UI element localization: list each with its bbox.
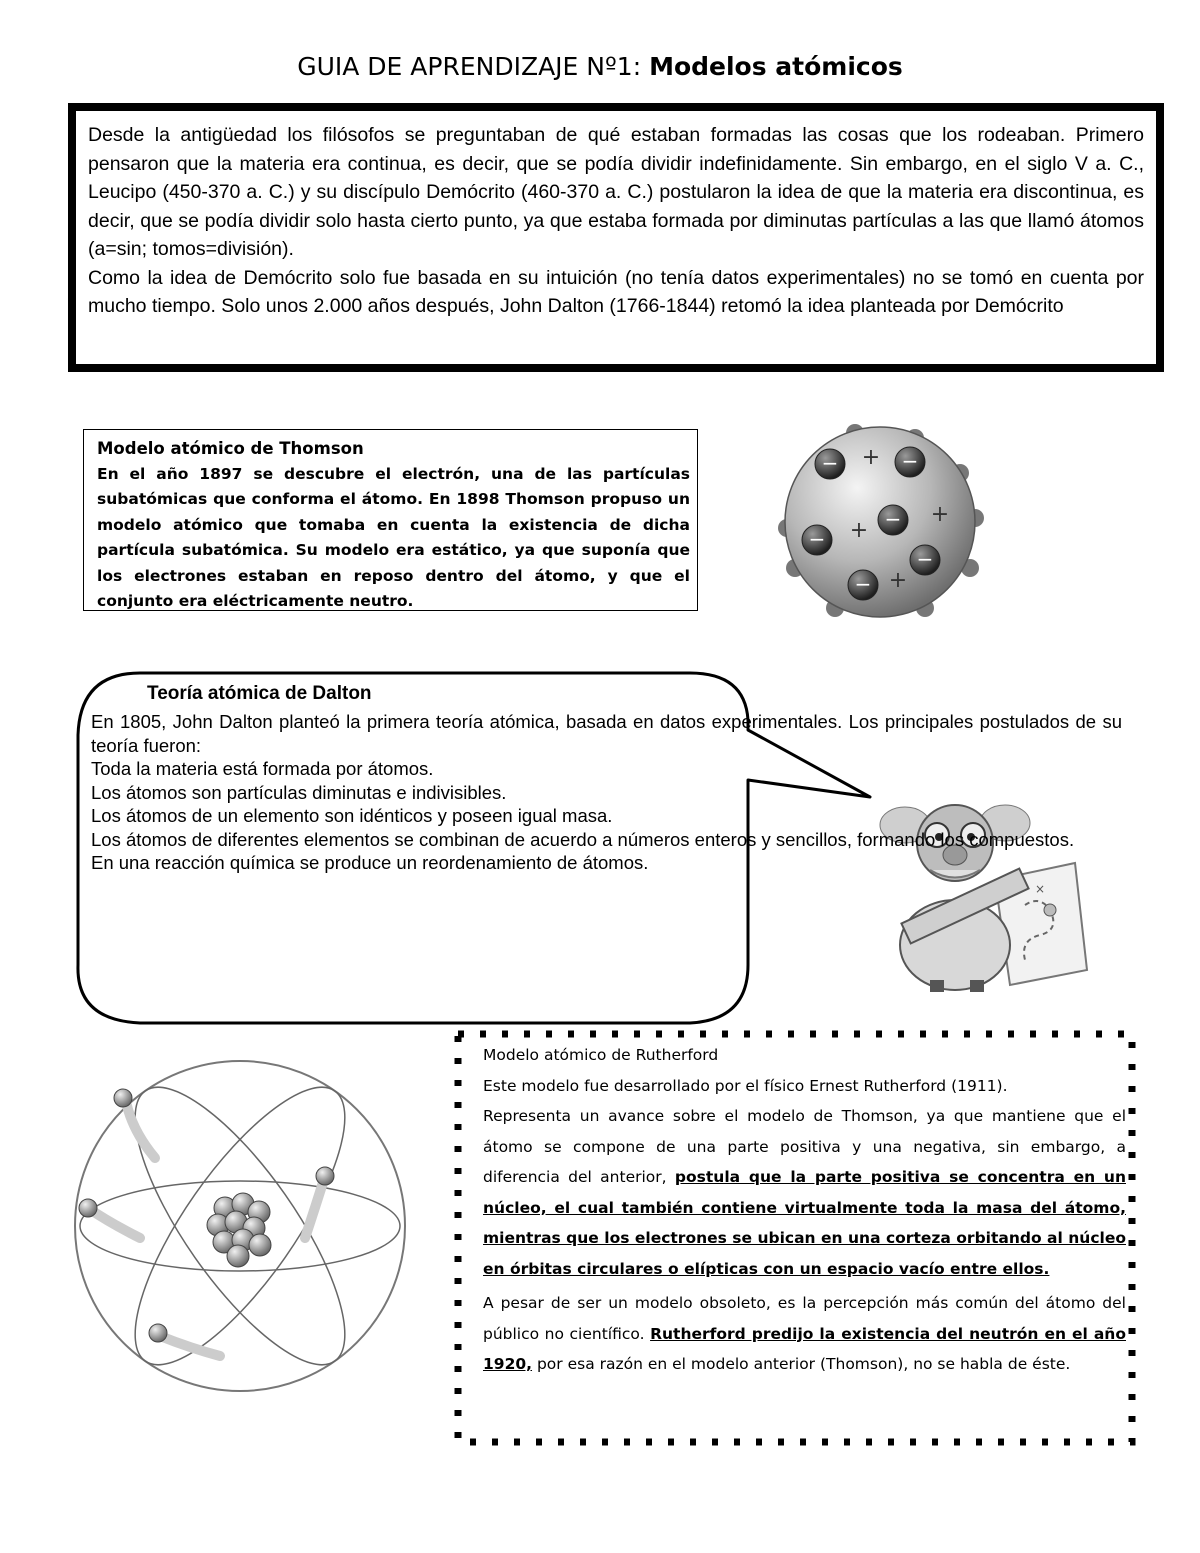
svg-text:−: − bbox=[916, 547, 934, 571]
plus-sign: + bbox=[849, 518, 869, 543]
title-prefix: GUIA DE APRENDIZAJE Nº1: bbox=[297, 52, 650, 81]
nucleus bbox=[207, 1193, 271, 1267]
dalton-postulate: En una reacción química se produce un reordenamiento de átomos. bbox=[91, 852, 649, 873]
svg-text:×: × bbox=[1035, 882, 1046, 896]
electron bbox=[895, 447, 925, 477]
rutherford-box bbox=[483, 1040, 1126, 1380]
thomson-atom-illustration bbox=[775, 418, 990, 630]
rutherford-p1-plain: Representa un avance sobre el modelo de Thomson, ya que mantiene que el átomo se compone de una parte positiva y una negativa, sin embargo, a diferencia del anterior, bbox=[483, 1107, 1126, 1186]
intro-paragraph-2: Como la idea de Demócrito solo fue basada en su intuición (no tenía datos experimentales) no se tomó en cuenta por mucho tiempo. Solo unos 2.000 años después, John Dalton (1766-1844) retomó la idea planteada por Demócrito bbox=[88, 266, 1144, 317]
plus-sign: + bbox=[930, 502, 950, 527]
electron bbox=[815, 449, 845, 479]
rutherford-p2-end: por esa razón en el modelo anterior (Thomson), no se habla de éste. bbox=[532, 1355, 1071, 1373]
electron bbox=[114, 1089, 132, 1107]
thomson-text: En el año 1897 se descubre el electrón, una de las partículas subatómicas que conforma el átomo. En 1898 Thomson propuso un modelo atómico que tomaba en cuenta la existencia de dicha partícula subatómica. Su modelo era estático, ya que suponía que los electrones estaban en reposo dentro del átomo, y que el conjunto era eléctricamente neutro. bbox=[97, 464, 690, 610]
electron bbox=[878, 505, 908, 535]
scientist-foot bbox=[930, 980, 944, 992]
electron bbox=[802, 525, 832, 555]
svg-text:−: − bbox=[854, 572, 872, 596]
rutherford-heading: Modelo atómico de Rutherford bbox=[483, 1046, 719, 1064]
dalton-postulate: Toda la materia está formada por átomos. bbox=[91, 758, 434, 779]
rutherford-p2-underlined: Rutherford predijo la existencia del neutrón en el año 1920, bbox=[483, 1324, 1126, 1373]
thomson-heading: Modelo atómico de Thomson bbox=[97, 439, 364, 458]
svg-text:−: − bbox=[821, 451, 839, 475]
dalton-text bbox=[91, 683, 1122, 875]
plus-sign: + bbox=[861, 445, 881, 470]
thomson-box bbox=[83, 429, 698, 611]
rutherford-p1-underlined: postula que la parte positiva se concentra en un núcleo, el cual también contiene virtualmente toda la masa del átomo, mientras que los electrones se ubican en una corteza orbitando al núcleo en órbitas circulares o elípticas con un espacio vacío entre ellos. bbox=[483, 1168, 1126, 1278]
rutherford-intro-line: Este modelo fue desarrollado por el físico Ernest Rutherford (1911). bbox=[483, 1076, 1008, 1095]
rutherford-paragraph-1 bbox=[483, 1101, 1126, 1284]
electron bbox=[149, 1324, 167, 1342]
intro-box bbox=[68, 103, 1164, 372]
rutherford-paragraph-2 bbox=[483, 1288, 1126, 1380]
dalton-postulate: Los átomos de diferentes elementos se combinan de acuerdo a números enteros y sencillos, formando los compuestos. bbox=[91, 828, 1075, 850]
dalton-intro: En 1805, John Dalton planteó la primera teoría atómica, basada en datos experimentales. Los principales postulados de su teoría fueron: bbox=[91, 711, 1122, 756]
intro-paragraph-1: Desde la antigüedad los filósofos se preguntaban de qué estaban formadas las cosas que los rodeaban. Primero pensaron que la materia era continua, es decir, que se podía dividir indefinidamente. Sin embargo, en el siglo V a. C., Leucipo (450-370 a. C.) y su discípulo Demócrito (460-370 a. C.) postularon la idea de que la materia era discontinua, es decir, que se podía dividir solo hasta cierto punto, ya que estaba formada por diminutas partículas a las que llamó átomos (a=sin; tomos=división). bbox=[88, 124, 1144, 260]
scientist-foot bbox=[970, 980, 984, 992]
title-bold: Modelos atómicos bbox=[649, 52, 903, 81]
electron bbox=[848, 570, 878, 600]
svg-text:−: − bbox=[901, 449, 919, 473]
electron bbox=[316, 1167, 334, 1185]
svg-text:−: − bbox=[884, 507, 902, 531]
rutherford-atom-illustration bbox=[60, 1048, 420, 1400]
dalton-postulate: Los átomos de un elemento son idénticos y poseen igual masa. bbox=[91, 805, 613, 826]
rutherford-p2-plain: A pesar de ser un modelo obsoleto, es la percepción más común del átomo del público no científico. bbox=[483, 1294, 1126, 1343]
page-title bbox=[0, 52, 1200, 81]
svg-text:−: − bbox=[808, 527, 826, 551]
electron bbox=[910, 545, 940, 575]
plus-sign: + bbox=[888, 568, 908, 593]
dalton-heading: Teoría atómica de Dalton bbox=[147, 683, 372, 704]
dalton-postulate: Los átomos son partículas diminutas e indivisibles. bbox=[91, 781, 507, 803]
electron bbox=[79, 1199, 97, 1217]
